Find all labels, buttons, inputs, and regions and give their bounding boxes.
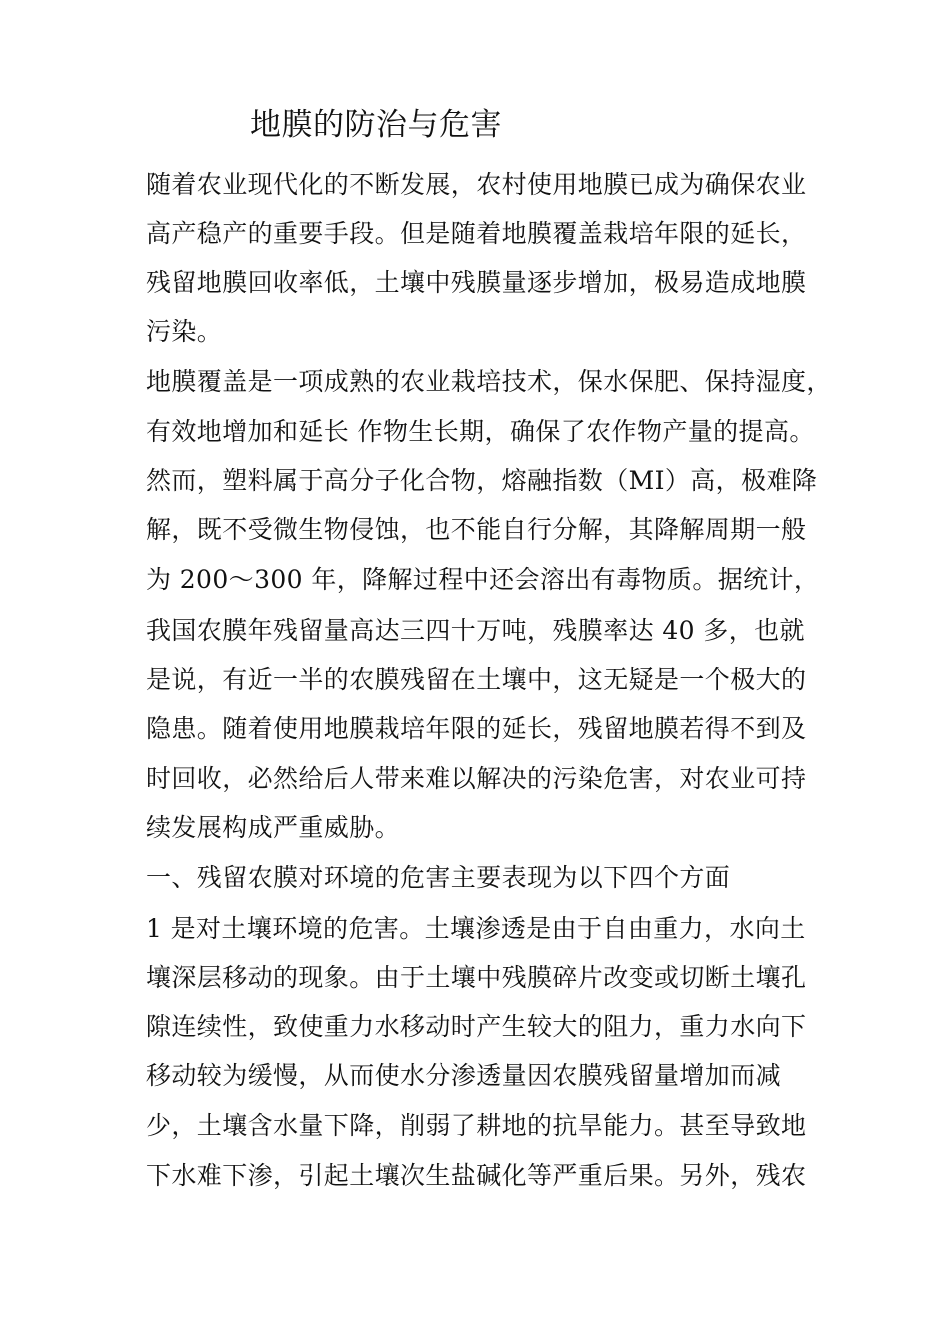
text-line: 隙连续性，致使重力水移动时产生较大的阻力，重力水向下 [146, 1012, 807, 1041]
text-line: 残留地膜回收率低，土壤中残膜量逐步增加，极易造成地膜 [146, 268, 807, 297]
text-line: 续发展构成严重威胁。 [146, 813, 401, 842]
text-line: 移动较为缓慢，从而使水分渗透量因农膜残留量增加而减 [146, 1061, 782, 1090]
text-line: 解，既不受微生物侵蚀，也不能自行分解，其降解周期一般 [146, 515, 807, 544]
text-line: 是说，有近一半的农膜残留在土壤中，这无疑是一个极大的 [146, 665, 807, 694]
text-line: 时回收，必然给后人带来难以解决的污染危害，对农业可持 [146, 764, 807, 793]
text-line: 污染。 [146, 317, 223, 346]
text-line: 然而，塑料属于高分子化合物，熔融指数（MI）高，极难降 [146, 466, 818, 495]
document-title: 地膜的防治与危害 [250, 107, 502, 143]
text-line: 1 是对土壤环境的危害。土壤渗透是由于自由重力，水向土 [146, 914, 806, 943]
text-line: 下水难下渗，引起土壤次生盐碱化等严重后果。另外，残农 [146, 1161, 807, 1190]
text-line: 有效地增加和延长 作物生长期，确保了农作物产量的提高。 [146, 417, 815, 446]
text-line: 高产稳产的重要手段。但是随着地膜覆盖栽培年限的延长， [146, 219, 807, 248]
text-line: 壤深层移动的现象。由于土壤中残膜碎片改变或切断土壤孔 [146, 963, 807, 992]
text-line: 少，土壤含水量下降，削弱了耕地的抗旱能力。甚至导致地 [146, 1111, 807, 1140]
text-line: 隐患。随着使用地膜栽培年限的延长，残留地膜若得不到及 [146, 714, 807, 743]
text-line: 为 200～300 年，降解过程中还会溶出有毒物质。据统计， [146, 565, 820, 594]
text-line: 我国农膜年残留量高达三四十万吨，残膜率达 40 多，也就 [146, 616, 805, 645]
text-line: 地膜覆盖是一项成熟的农业栽培技术，保水保肥、保持湿度， [146, 367, 832, 396]
section-heading: 一、残留农膜对环境的危害主要表现为以下四个方面 [146, 863, 731, 892]
text-line: 随着农业现代化的不断发展，农村使用地膜已成为确保农业 [146, 170, 807, 199]
